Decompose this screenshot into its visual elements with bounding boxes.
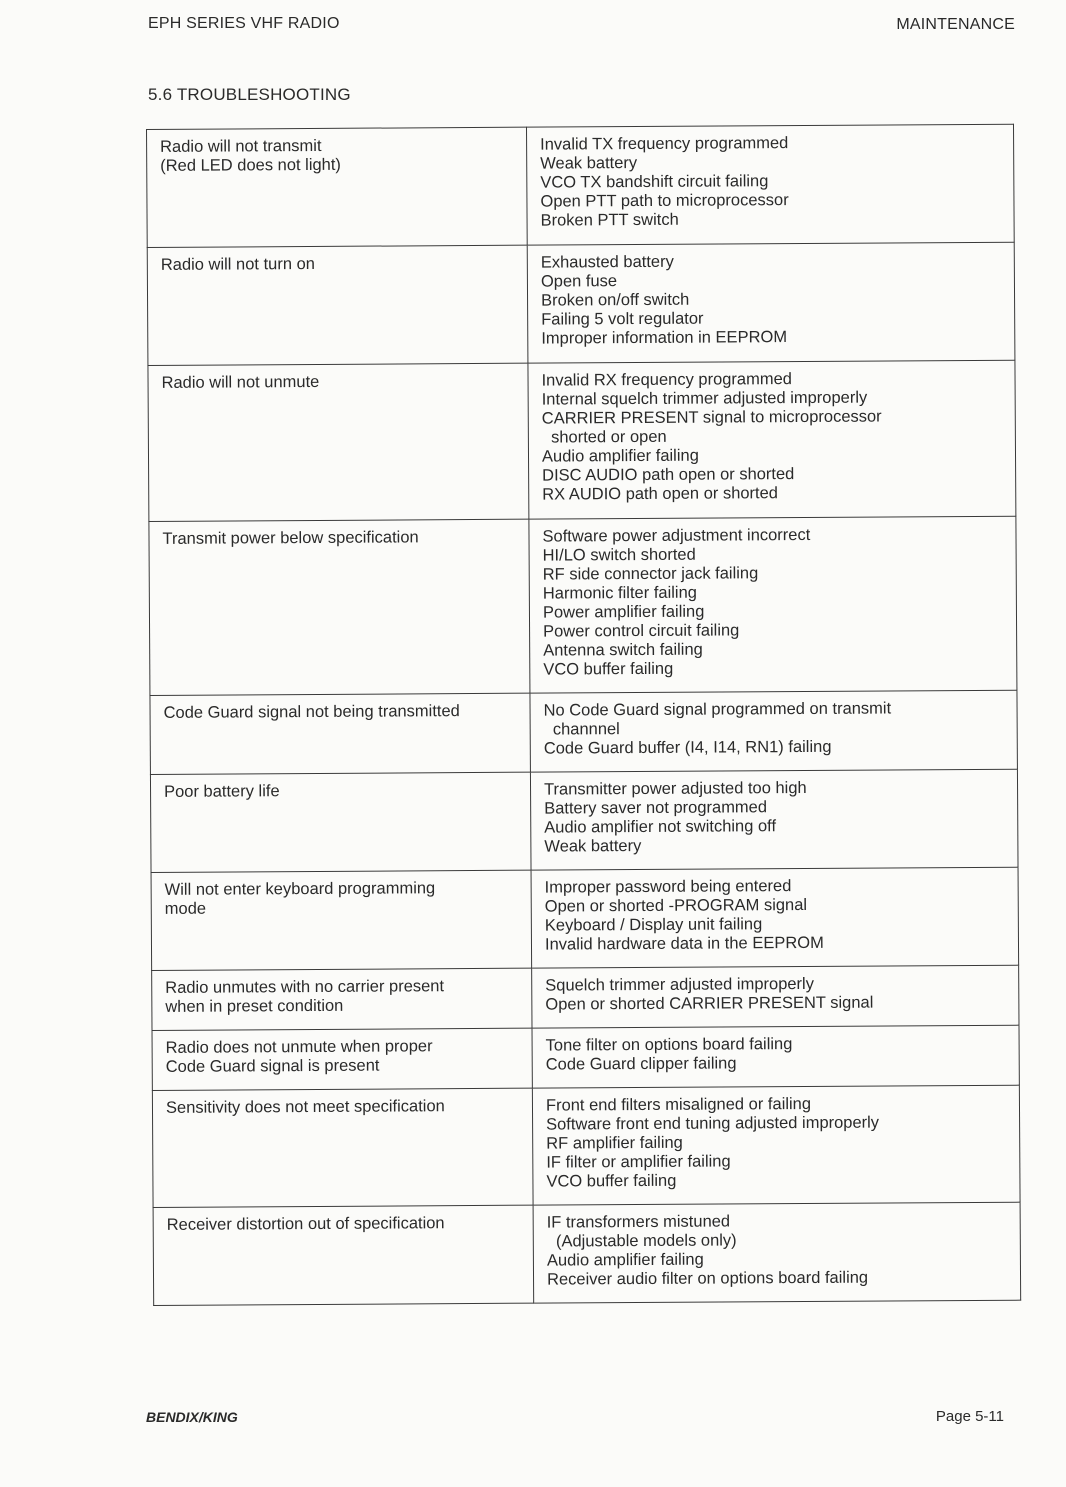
cause-line: Improper password being entered <box>544 877 792 897</box>
table-row <box>152 1025 1019 1090</box>
symptom-line: Poor battery life <box>163 782 280 801</box>
table-row <box>149 516 1017 695</box>
cause-line: Code Guard clipper failing <box>545 1054 737 1074</box>
symptom-line: Code Guard signal not being transmitted <box>163 702 460 722</box>
cause-line: Exhausted battery <box>540 252 674 272</box>
table-row <box>152 1085 1020 1207</box>
symptom-cell <box>152 968 532 1030</box>
symptom-line: when in preset condition <box>165 996 344 1016</box>
cause-cell <box>533 1202 1021 1303</box>
cause-line: RF amplifier failing <box>546 1133 683 1153</box>
cause-line: Power amplifier failing <box>542 602 705 622</box>
table-row <box>153 1202 1021 1305</box>
cause-line: Audio amplifier failing <box>546 1250 704 1270</box>
cause-line: Power control circuit failing <box>543 621 740 641</box>
symptom-cell <box>147 245 528 365</box>
symptom-cell <box>153 1205 534 1305</box>
cause-line: Open or shorted CARRIER PRESENT signal <box>545 993 874 1014</box>
cause-line: Broken PTT switch <box>540 210 679 230</box>
cause-line: Failing 5 volt regulator <box>541 309 704 329</box>
cause-line: Broken on/off switch <box>541 290 690 310</box>
cause-cell <box>532 965 1019 1028</box>
cause-line: Open PTT path to microprocessor <box>540 191 789 211</box>
cause-line: Weak battery <box>540 154 638 173</box>
cause-line: Open or shorted -PROGRAM signal <box>544 895 808 916</box>
cause-line: Tone filter on options board failing <box>545 1035 793 1055</box>
cause-line: HI/LO switch shorted <box>542 545 696 565</box>
cause-line: Code Guard buffer (I4, I14, RN1) failing <box>543 737 832 758</box>
symptom-line: Radio will not unmute <box>161 372 320 392</box>
cause-line: channnel <box>543 720 620 739</box>
cause-line: Internal squelch trimmer adjusted improperly <box>541 388 868 409</box>
symptom-line: Radio does not unmute when proper <box>165 1037 433 1057</box>
cause-cell <box>530 769 1018 870</box>
cause-line: DISC AUDIO path open or shorted <box>542 465 795 485</box>
cause-cell <box>529 516 1017 693</box>
troubleshooting-table-body <box>147 124 1021 1305</box>
cause-line: Harmonic filter failing <box>542 583 697 603</box>
symptom-cell <box>149 519 530 695</box>
cause-line: Keyboard / Display unit failing <box>544 915 763 935</box>
cause-cell <box>526 124 1014 245</box>
cause-line: Invalid hardware data in the EEPROM <box>544 933 824 954</box>
cause-line: RF side connector jack failing <box>542 564 759 584</box>
troubleshooting-table <box>146 124 1021 1306</box>
cause-line: Front end filters misaligned or failing <box>545 1094 812 1115</box>
cause-line: RX AUDIO path open or shorted <box>542 484 779 504</box>
cause-line: IF filter or amplifier failing <box>546 1152 731 1172</box>
cause-line: No Code Guard signal programmed on transmit <box>543 699 892 720</box>
symptom-line: mode <box>164 899 207 918</box>
cause-cell <box>532 1025 1019 1088</box>
symptom-cell <box>151 870 532 970</box>
cause-line: Invalid TX frequency programmed <box>540 134 789 154</box>
running-header-section: MAINTENANCE <box>896 16 1015 33</box>
table-row <box>147 124 1015 247</box>
cause-line: Weak battery <box>544 836 642 856</box>
symptom-line: Radio will not turn on <box>160 254 315 274</box>
symptom-line: Radio will not transmit <box>160 136 322 156</box>
cause-line: Open fuse <box>540 272 618 291</box>
footer-brand: BENDIX/KING <box>146 1409 238 1425</box>
cause-line: VCO buffer failing <box>546 1171 677 1191</box>
symptom-line: Receiver distortion out of specification <box>166 1214 445 1234</box>
cause-cell <box>527 242 1015 363</box>
cause-line: Software front end tuning adjusted improperly <box>546 1113 880 1134</box>
cause-line: Antenna switch failing <box>543 640 703 660</box>
cause-line: Transmitter power adjusted too high <box>543 778 807 799</box>
symptom-cell <box>147 127 528 247</box>
cause-line: Battery saver not programmed <box>544 798 768 818</box>
cause-line: VCO TX bandshift circuit failing <box>540 172 769 192</box>
table-row <box>150 690 1017 774</box>
table-row <box>152 965 1019 1030</box>
table-row <box>147 242 1015 365</box>
symptom-cell <box>150 772 531 872</box>
cause-line: Audio amplifier not switching off <box>544 817 777 837</box>
section-title: 5.6 TROUBLESHOOTING <box>148 85 351 104</box>
table-row <box>151 867 1019 970</box>
table-row <box>150 769 1018 872</box>
symptom-cell <box>150 693 530 774</box>
symptom-line: Transmit power below specification <box>162 528 419 548</box>
symptom-line: Sensitivity does not meet specification <box>165 1097 445 1117</box>
cause-line: Invalid RX frequency programmed <box>541 370 792 390</box>
table-row <box>148 360 1016 521</box>
cause-line: Receiver audio filter on options board failing <box>546 1268 869 1289</box>
symptom-line: Radio unmutes with no carrier present <box>165 977 445 997</box>
page-number: Page 5-11 <box>935 1408 1004 1425</box>
cause-line: shorted or open <box>541 427 667 447</box>
cause-line: IF transformers mistuned <box>546 1212 731 1232</box>
cause-cell <box>530 690 1017 772</box>
cause-line: Squelch trimmer adjusted improperly <box>545 974 814 995</box>
cause-cell <box>528 360 1016 519</box>
cause-line: (Adjustable models only) <box>546 1231 737 1251</box>
cause-line: Software power adjustment incorrect <box>542 525 811 546</box>
symptom-cell <box>148 363 529 521</box>
symptom-line: (Red LED does not light) <box>160 155 341 175</box>
cause-line: Improper information in EEPROM <box>541 328 788 348</box>
symptom-line: Will not enter keyboard programming <box>164 879 436 899</box>
symptom-line: Code Guard signal is present <box>165 1056 380 1076</box>
cause-cell <box>531 867 1019 968</box>
symptom-cell <box>152 1088 533 1207</box>
cause-line: VCO buffer failing <box>543 659 674 679</box>
running-header-title: EPH SERIES VHF RADIO <box>148 15 340 32</box>
cause-line: Audio amplifier failing <box>541 446 699 466</box>
cause-cell <box>532 1085 1020 1205</box>
cause-line: CARRIER PRESENT signal to microprocessor <box>541 407 882 428</box>
symptom-cell <box>152 1028 532 1090</box>
